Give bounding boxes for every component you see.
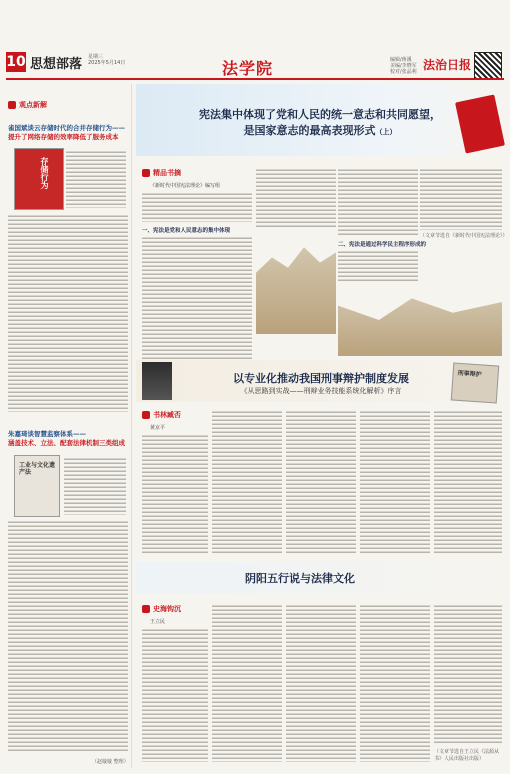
subheading-1: 一、宪法是党和人民意志的集中体现 bbox=[142, 228, 231, 234]
date-weekday: 星期三 bbox=[88, 54, 104, 60]
section-icon bbox=[142, 169, 150, 177]
section-label-excerpts: 精品书摘 bbox=[153, 169, 181, 177]
history-body-1 bbox=[142, 628, 208, 762]
excerpt-body-2 bbox=[256, 168, 336, 228]
article1-title: 雀国斌谈云存储时代的合并存储行为—— bbox=[8, 124, 125, 132]
section-header-excerpts bbox=[142, 168, 181, 178]
section-header-history bbox=[142, 604, 181, 614]
review-body-1 bbox=[142, 434, 208, 554]
column-divider bbox=[131, 84, 132, 768]
author-history: 王立民 bbox=[150, 619, 166, 625]
editor-line: 编辑/蒋溪 bbox=[390, 57, 412, 63]
page-number: 10 bbox=[6, 54, 26, 70]
excerpt-body-1b bbox=[142, 236, 252, 366]
designer-line: 美编/李晓军 bbox=[390, 63, 417, 69]
editor-credits bbox=[390, 57, 417, 75]
review-body-4 bbox=[360, 410, 430, 554]
history-body-2 bbox=[212, 604, 282, 762]
article2-subtitle: 涵盖技术、立法、配套法律机制三类组成 bbox=[8, 439, 125, 447]
article2-body bbox=[8, 520, 128, 752]
review-body-3 bbox=[286, 410, 356, 554]
issue-date bbox=[88, 54, 125, 66]
excerpt-body-3 bbox=[338, 168, 418, 236]
great-wall-image-right bbox=[338, 284, 502, 356]
lawyer-figure-image bbox=[142, 362, 172, 400]
header-rule bbox=[6, 78, 504, 80]
book-source: 《新时代中国宪法理论》编写组 bbox=[150, 183, 221, 189]
main-headline-line1: 宪法集中体现了党和人民的统一意志和共同愿望， bbox=[199, 108, 441, 121]
excerpt-body-4 bbox=[338, 250, 418, 282]
headline2: 以专业化推动我国刑事辩护制度发展 bbox=[233, 372, 409, 385]
left-footer-credit: （赵璇璇 整理） bbox=[92, 759, 129, 765]
excerpt-body-5 bbox=[420, 168, 502, 230]
headline2-subtitle: 《从思路到实战——刑辩业务技能系统化解析》序言 bbox=[240, 387, 402, 395]
article2-body-side bbox=[64, 457, 126, 515]
section-header-review bbox=[142, 410, 181, 420]
excerpt-body-1a bbox=[142, 192, 252, 222]
qr-code-icon[interactable] bbox=[474, 52, 502, 80]
book2-cover bbox=[14, 455, 60, 517]
main-headline-suffix: （上） bbox=[375, 127, 397, 136]
history-body-5 bbox=[434, 604, 502, 744]
section-title: 观点新解 bbox=[19, 101, 47, 109]
author-review: 黄京平 bbox=[150, 425, 166, 431]
article1-body bbox=[8, 214, 128, 412]
page-brand: 法学院 bbox=[222, 59, 274, 78]
section-icon bbox=[8, 101, 16, 109]
date-day: 2025年5月14日 bbox=[88, 60, 126, 66]
main-headline-line2: 是国家意志的最高表现形式 bbox=[243, 124, 376, 137]
main-headline bbox=[170, 122, 470, 138]
headline3: 阴阳五行说与法律文化 bbox=[245, 572, 355, 585]
article2-title: 朱嘉琦谈智慧监察体系—— bbox=[8, 430, 86, 438]
section-icon bbox=[142, 605, 150, 613]
proofreader-line: 校对/张晶利 bbox=[390, 69, 417, 75]
section-label-review: 书林臧否 bbox=[153, 411, 181, 419]
book-cover-defense-title: 刑事辩护 bbox=[457, 369, 482, 379]
subheading-2: 二、宪法是通过科学民主程序形成的 bbox=[338, 242, 427, 248]
history-credit: （文章节选自王立民《法源从书》人民出版社出版） bbox=[434, 749, 500, 762]
section-name: 思想部落 bbox=[30, 57, 83, 72]
section-icon bbox=[142, 411, 150, 419]
review-body-5 bbox=[434, 410, 502, 554]
section-label-history: 史海钩沉 bbox=[153, 605, 181, 613]
book1-cover-text: 存储行为 bbox=[40, 157, 49, 189]
section-header-viewpoints bbox=[8, 100, 47, 110]
great-wall-image bbox=[256, 232, 336, 334]
review-body-2 bbox=[212, 410, 282, 554]
book2-cover-text: 工业与文化遗产法 bbox=[19, 462, 56, 476]
excerpt-credit: （文章节选自《新时代中国宪法理论》） bbox=[420, 233, 508, 239]
book-cover-defense bbox=[451, 362, 500, 403]
article1-subtitle: 提升了网络存储的效率降低了服务成本 bbox=[8, 133, 119, 141]
book1-cover bbox=[14, 148, 64, 210]
article1-body-side bbox=[66, 150, 126, 208]
newspaper-masthead: 法治日报 bbox=[423, 58, 472, 72]
history-body-3 bbox=[286, 604, 356, 762]
history-body-4 bbox=[360, 604, 430, 762]
